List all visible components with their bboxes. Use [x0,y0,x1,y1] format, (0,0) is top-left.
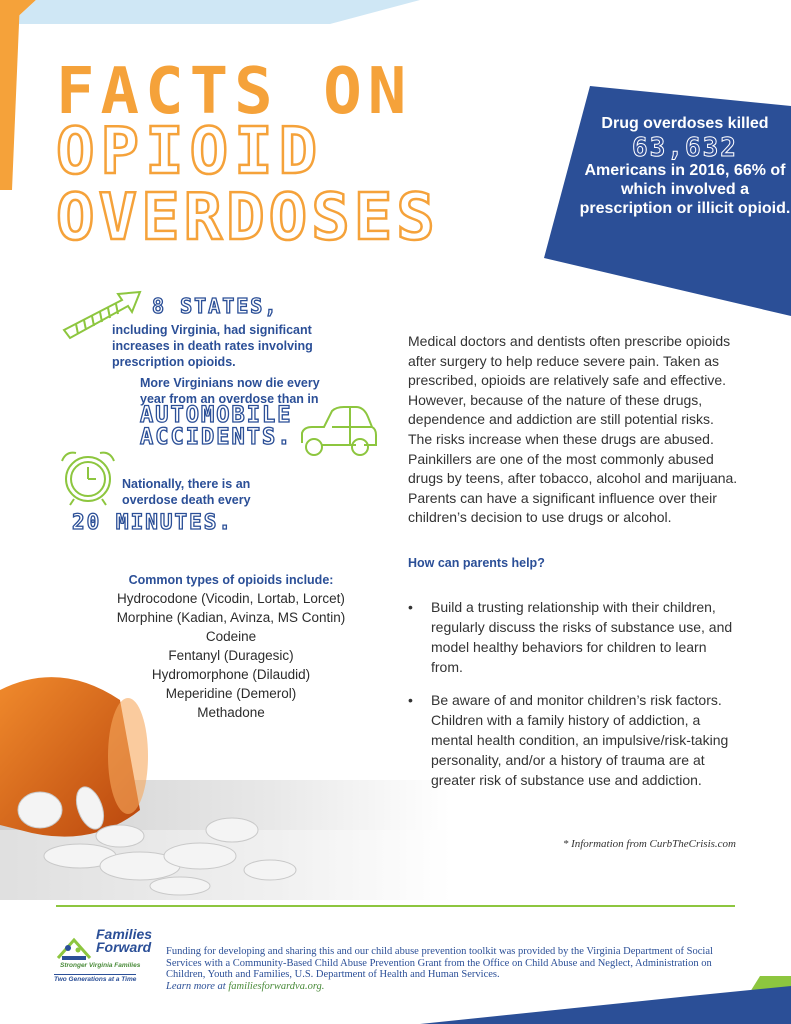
logo-name: Families Forward [96,926,153,955]
opioid-list-header: Common types of opioids include: [128,573,334,587]
stat-box-text [578,114,791,218]
title-line-1: FACTS ON [56,55,413,129]
list-item [408,597,738,677]
list-item: Methadone [197,705,265,720]
auto-line-2: ACCIDENTS. [140,425,293,450]
funding-text [166,946,726,992]
virginians-text: More Virginians now die every year from an overdose than in [140,376,320,406]
nation-text: Nationally, there is an overdose death every [122,477,251,507]
list-item: Hydrocodone (Vicodin, Lortab, Lorcet) [117,591,345,606]
stat-intro: Drug overdoses killed [601,115,769,132]
website-link[interactable]: familiesforwardva.org. [228,980,325,992]
alarm-clock-icon [56,447,120,507]
stat-outro: Americans in 2016, 66% of which involved a prescription or illicit opioid. [579,162,791,217]
minutes-heading: 20 MINUTES. [72,510,234,534]
stat-number: 63,632 [632,133,738,163]
automobile-accidents-heading [140,405,292,449]
left-orange-edge [0,0,20,190]
bullet-dot: • [408,692,413,708]
car-icon [298,405,378,461]
bullet-dot: • [408,599,413,615]
list-item [408,690,738,790]
logo-tagline: Stronger Virginia Families [60,962,141,969]
list-item: Morphine (Kadian, Avinza, MS Contin) [116,610,346,625]
intro-paragraph: Medical doctors and dentists often prescribe opioids after surgery to help reduce severe pain. Taken as prescribed, opioids are relatively safe and effective. However, because of the nature of these drugs, dependence and addiction are still potential risks. The risks increase when these drugs are abused. Painkillers are one of the most commonly abused drugs by teens, after tobacco, alcohol and marijuana. Parents can have a significant influence over their children’s decision to use drugs or alcohol. [408,333,738,526]
footer-divider [56,905,735,907]
bullet-text: Be aware of and monitor children’s risk factors. Children with a family history of addiction, a mental health condition, an impulsive/risk-taking personality, and/or a history of trauma are at greater risk of substance use and addiction. [431,692,729,788]
bullet-text: Build a trusting relationship with their children, regularly discuss the risks of substance use, and model healthy behaviors for children to learn from. [431,599,733,675]
list-item: Hydromorphone (Dilaudid) [151,667,311,682]
parents-help-heading: How can parents help? [408,556,545,570]
auto-line-1: AUTOMOBILE [140,403,293,428]
states-text: including Virginia, had significant increases in death rates involving prescription opioids. [112,323,313,369]
list-item: Meperidine (Demerol) [165,686,297,701]
list-item: Fentanyl (Duragesic) [168,648,294,663]
learn-more [166,981,324,992]
list-item: Codeine [205,629,257,644]
funding-statement: Funding for developing and sharing this and our child abuse prevention toolkit was provided by the Virginia Department of Social Services with a Community-Based Child Abuse Prevention Grant from the Office on Child Abuse and Neglect, Administration on Children, Youth and Families, U.S. Department of Health and Human Services. [166,946,713,980]
top-decorative-stripe [0,0,791,24]
source-note: * Information from CurbTheCrisis.com [562,838,736,850]
learn-more-label: Learn more at [166,980,226,992]
title-line-3: OVERDOSES [56,181,439,255]
pill-bottle-image [0,660,450,900]
title-line-2: OPIOID [56,115,324,189]
states-heading: 8 STATES, [152,294,279,318]
logo-motto: Two Generations at a Time [54,976,137,983]
